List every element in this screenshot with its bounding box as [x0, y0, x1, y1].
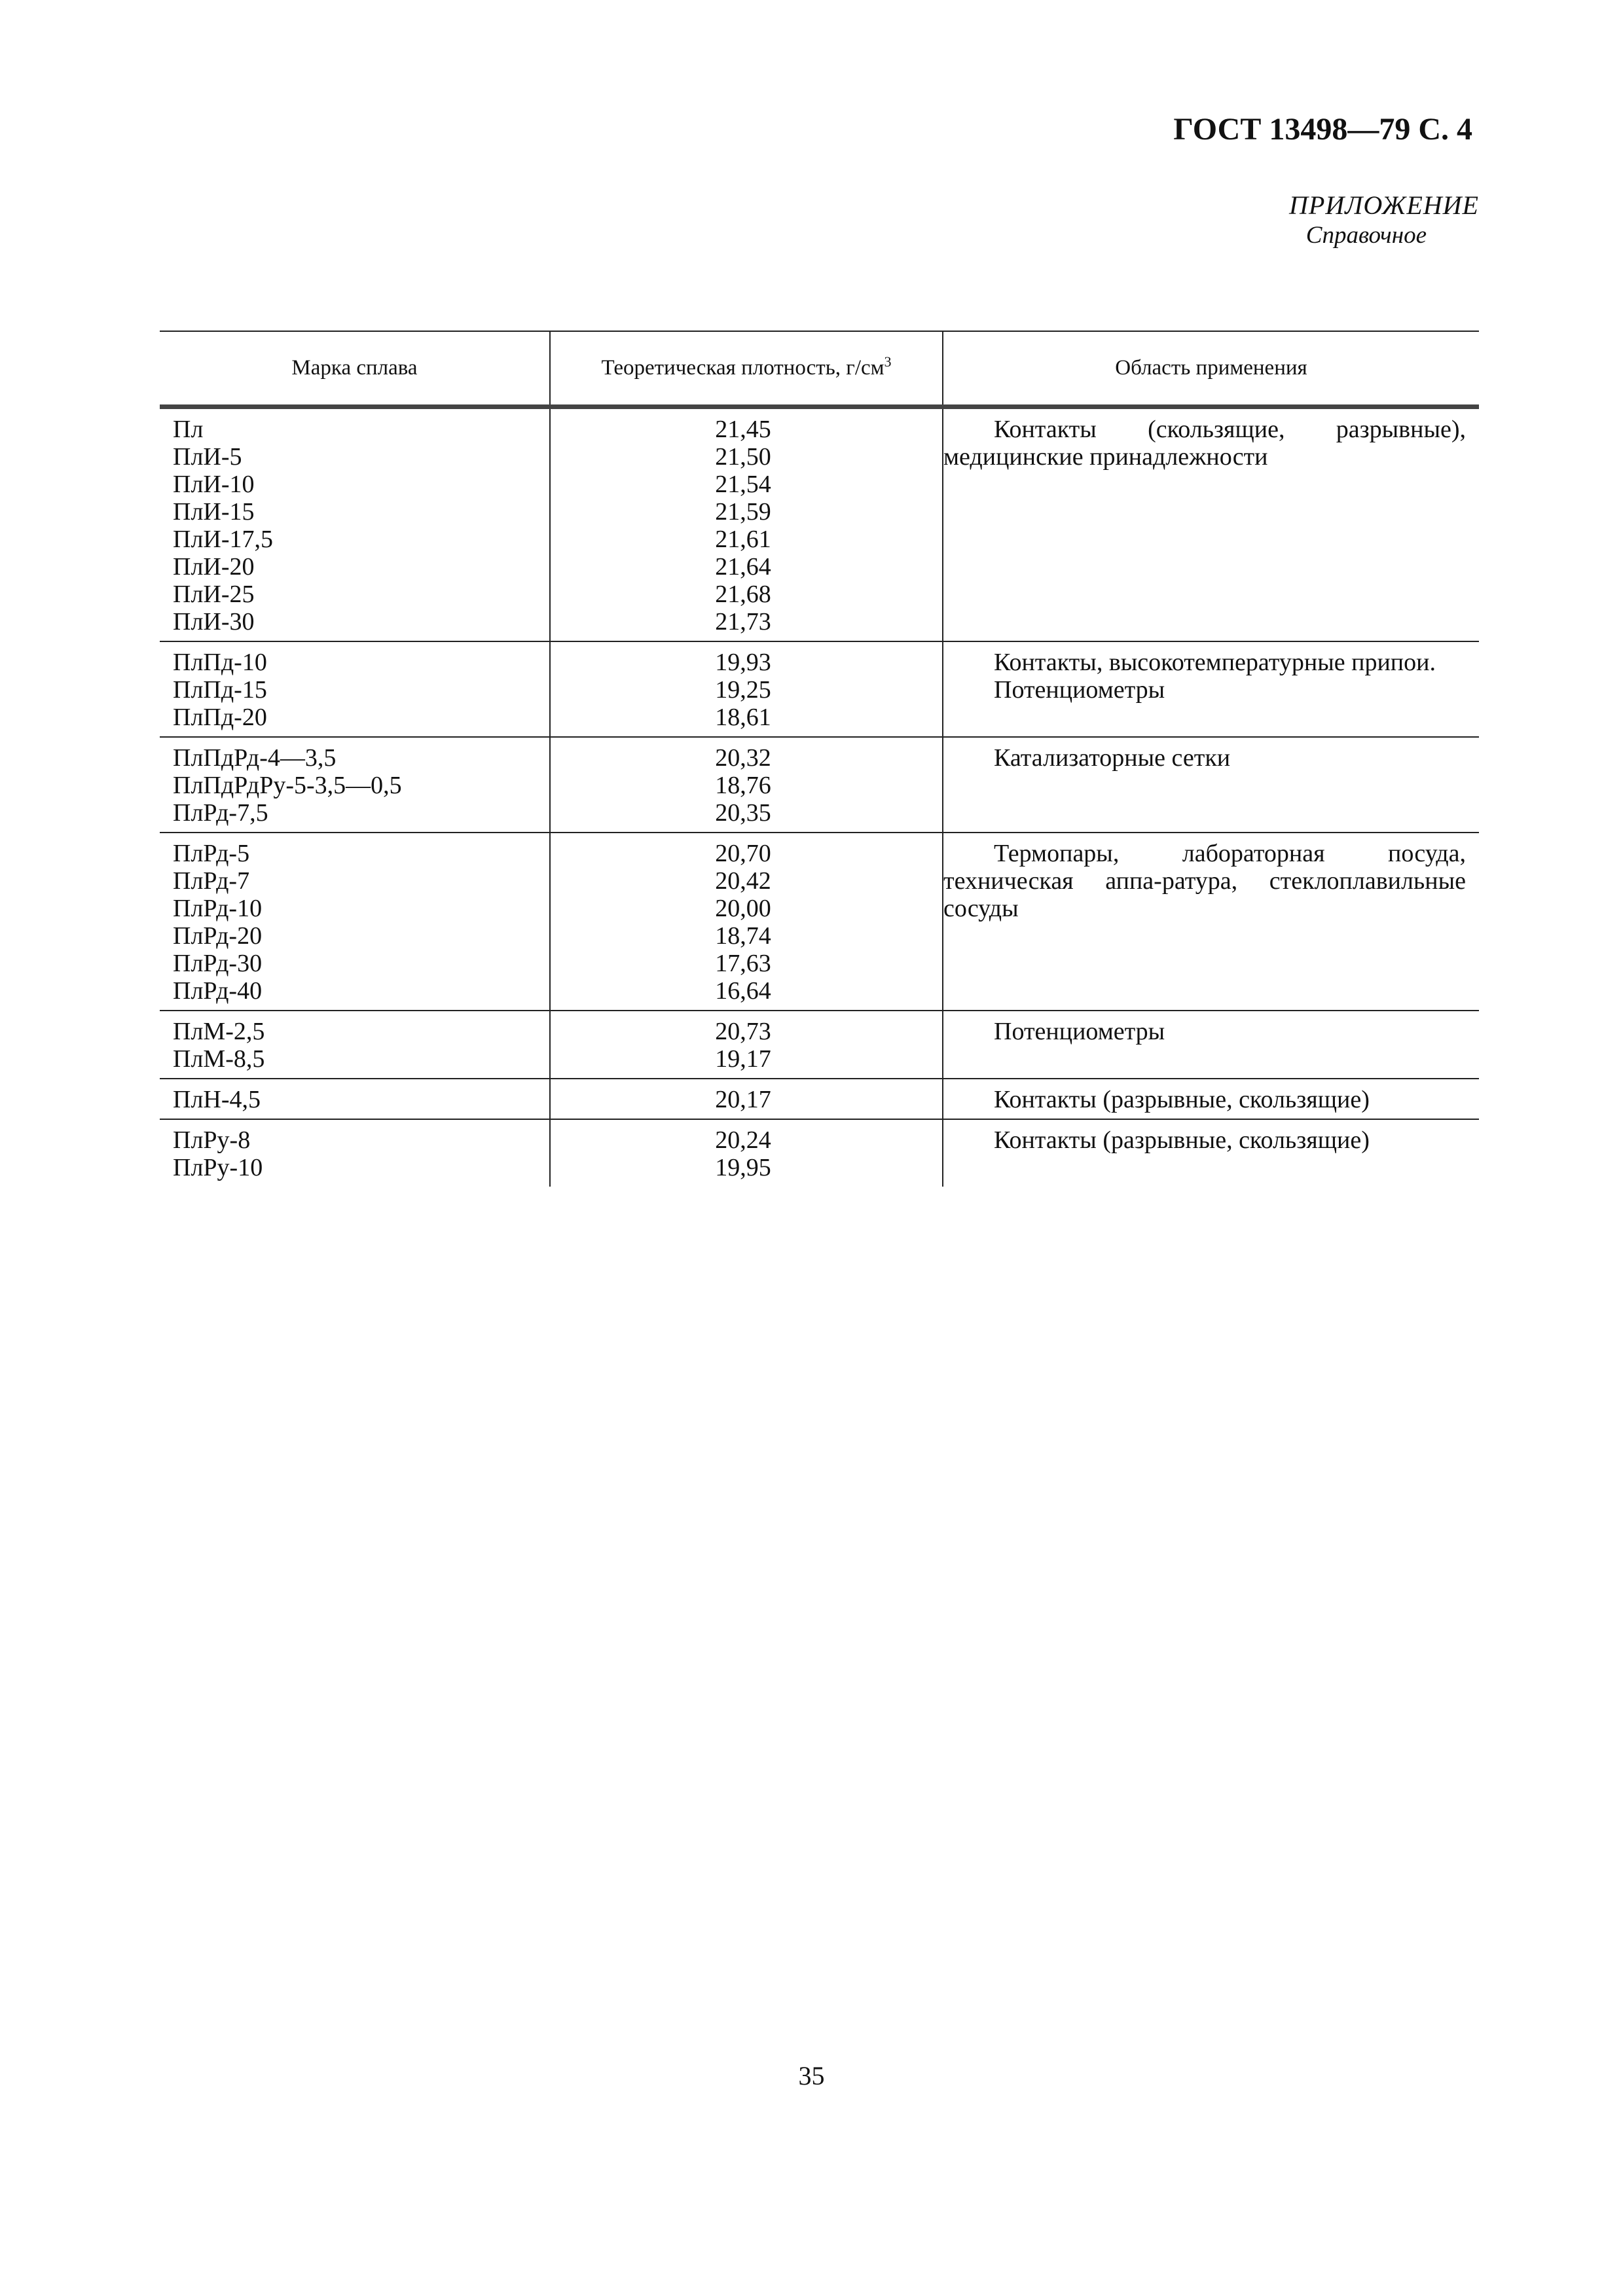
header-density-label: Теоретическая плотность, г/см	[601, 356, 884, 380]
page-number: 35	[798, 2061, 825, 2090]
alloy-grade: ПлИ-5	[173, 442, 242, 471]
cell-alloy-grades	[160, 737, 550, 833]
cell-densities	[550, 1011, 943, 1079]
density-value: 21,61	[715, 525, 771, 553]
cell-application	[943, 1119, 1479, 1187]
table-row	[160, 833, 1479, 1011]
alloy-grade: ПлРд-7	[173, 867, 250, 895]
density-value: 20,35	[715, 798, 771, 827]
cell-alloy-grades	[160, 1011, 550, 1079]
table-header	[160, 331, 1479, 406]
density-value: 16,64	[715, 977, 771, 1005]
table-row	[160, 1079, 1479, 1119]
alloy-grade: ПлПдРдРу-5-3,5—0,5	[173, 771, 402, 799]
density-value: 21,73	[715, 607, 771, 636]
cell-densities	[550, 406, 943, 641]
application-text: Термопары, лабораторная посуда, техническая аппа-ратура, стеклоплавильные сосуды	[943, 839, 1466, 922]
density-value: 17,63	[715, 949, 771, 977]
density-value: 18,74	[715, 922, 771, 950]
cell-densities	[550, 1079, 943, 1119]
density-value: 21,54	[715, 470, 771, 498]
alloy-grade: ПлРд-7,5	[173, 798, 268, 827]
alloy-grade: ПлИ-30	[173, 607, 255, 636]
density-value: 19,17	[715, 1045, 771, 1073]
document-code: ГОСТ 13498—79 С. 4	[1173, 112, 1472, 147]
alloy-grade: ПлРд-40	[173, 977, 263, 1005]
table-row	[160, 1119, 1479, 1187]
density-value: 19,25	[715, 675, 771, 704]
application-text: Контакты (разрывные, скользящие)	[994, 1085, 1370, 1113]
cell-densities	[550, 737, 943, 833]
alloy-grade: ПлПд-20	[173, 703, 267, 731]
appendix-heading	[1289, 190, 1479, 250]
table-row	[160, 737, 1479, 833]
table-header-row	[160, 331, 1479, 406]
alloy-grade: ПлРд-5	[173, 839, 250, 867]
alloy-grade: ПлПд-10	[173, 648, 267, 676]
density-value: 19,95	[715, 1153, 771, 1181]
cell-densities	[550, 641, 943, 737]
density-value: 20,73	[715, 1017, 771, 1045]
header-density	[550, 331, 943, 406]
cell-alloy-grades	[160, 1079, 550, 1119]
cell-alloy-grades	[160, 833, 550, 1011]
table-row	[160, 1011, 1479, 1079]
table-row	[160, 406, 1479, 641]
alloy-grade: ПлРд-30	[173, 949, 263, 977]
alloy-grade: ПлМ-2,5	[173, 1017, 265, 1045]
density-value: 20,70	[715, 839, 771, 867]
alloy-density-table	[160, 331, 1479, 1187]
alloy-grade: ПлИ-10	[173, 470, 255, 498]
alloy-grade: ПлН-4,5	[173, 1085, 261, 1113]
cell-densities	[550, 1119, 943, 1187]
cell-application	[943, 641, 1479, 737]
application-text: Контакты (скользящие, разрывные), медицинские принадлежности	[943, 415, 1466, 471]
table-row	[160, 641, 1479, 737]
alloy-grade: ПлИ-25	[173, 580, 255, 608]
cell-alloy-grades	[160, 641, 550, 737]
density-value: 20,17	[715, 1085, 771, 1113]
alloy-grade: ПлРу-10	[173, 1153, 263, 1181]
density-value: 18,76	[715, 771, 771, 799]
table-body	[160, 406, 1479, 1187]
cell-application	[943, 737, 1479, 833]
density-value: 21,45	[715, 415, 771, 443]
cell-densities	[550, 833, 943, 1011]
appendix-title: ПРИЛОЖЕНИЕ	[1289, 190, 1479, 220]
density-value: 20,24	[715, 1126, 771, 1154]
density-value: 18,61	[715, 703, 771, 731]
application-text: Катализаторные сетки	[994, 744, 1231, 772]
application-text: Потенциометры	[994, 1017, 1165, 1045]
application-text: Потенциометры	[994, 675, 1165, 704]
cell-application	[943, 1079, 1479, 1119]
alloy-grade: ПлПдРд-4—3,5	[173, 744, 337, 772]
header-grade: Марка сплава	[160, 331, 550, 406]
cell-application	[943, 833, 1479, 1011]
alloy-grade: ПлИ-17,5	[173, 525, 274, 553]
density-value: 21,50	[715, 442, 771, 471]
header-density-unit-exponent: 3	[884, 353, 892, 370]
alloy-grade: ПлПд-15	[173, 675, 267, 704]
alloy-grade: ПлРд-10	[173, 894, 263, 922]
header-application: Область применения	[943, 331, 1479, 406]
cell-alloy-grades	[160, 406, 550, 641]
alloy-grade: ПлРд-20	[173, 922, 263, 950]
alloy-grade: ПлИ-20	[173, 552, 255, 581]
density-value: 20,00	[715, 894, 771, 922]
cell-alloy-grades	[160, 1119, 550, 1187]
application-text: Контакты, высокотемпературные припои.	[994, 648, 1436, 676]
cell-application	[943, 1011, 1479, 1079]
density-value: 20,42	[715, 867, 771, 895]
alloy-grade: ПлМ-8,5	[173, 1045, 265, 1073]
application-text: Контакты (разрывные, скользящие)	[994, 1126, 1370, 1154]
density-value: 21,64	[715, 552, 771, 581]
density-value: 20,32	[715, 744, 771, 772]
cell-application	[943, 406, 1479, 641]
density-value: 21,68	[715, 580, 771, 608]
appendix-subtitle: Справочное	[1305, 222, 1427, 249]
alloy-grade: Пл	[173, 415, 204, 443]
density-value: 19,93	[715, 648, 771, 676]
density-value: 21,59	[715, 497, 771, 526]
alloy-grade: ПлИ-15	[173, 497, 255, 526]
alloy-grade: ПлРу-8	[173, 1126, 251, 1154]
